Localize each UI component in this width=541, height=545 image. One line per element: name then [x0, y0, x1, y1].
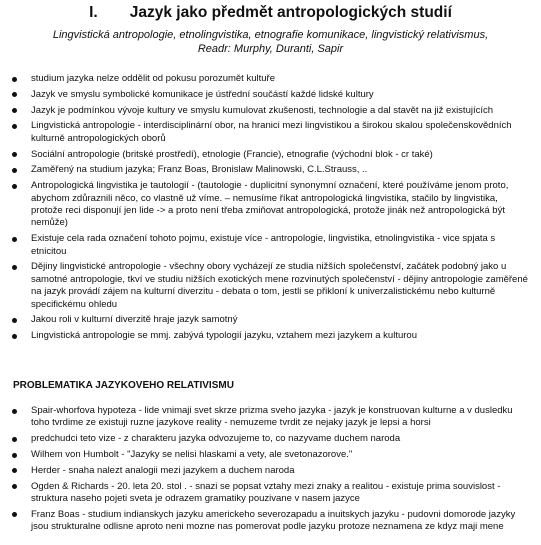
- subtitle-keywords: Lingvistická antropologie, etnolingvistika, etnografie komunikace, lingvistický relativismus,: [52, 29, 489, 41]
- section-heading: PROBLEMATIKA JAZYKOVEHO RELATIVISMU: [13, 380, 234, 391]
- list-item: [0, 120, 541, 145]
- subtitle-reader: Readr: Murphy, Duranti, Sapir: [197, 43, 344, 55]
- bullet-icon: [12, 409, 17, 414]
- bullet-icon: [12, 484, 17, 489]
- bullet-icon: [12, 108, 17, 113]
- list-item: [0, 105, 541, 117]
- bullet-icon: [12, 468, 17, 473]
- list-item: [0, 330, 541, 342]
- bullet-icon: [12, 437, 17, 442]
- list-item: [0, 509, 541, 534]
- bullet-icon: [12, 92, 17, 97]
- list-item-text: Lingvistická antropologie se mmj. zabývá typologií jazyku, vztahem mezi jazykem a kulturou: [31, 330, 417, 342]
- list-item: [0, 149, 541, 161]
- list-item: [0, 261, 541, 311]
- list-item-text: Herder - snaha nalezt analogii mezi jazykem a duchem naroda: [31, 464, 295, 476]
- list-item-text: predchudci teto vize - z charakteru jazyka odvozujeme to, co nazyvame duchem naroda: [31, 433, 401, 445]
- list-item: [0, 433, 541, 445]
- list-item: [0, 89, 541, 101]
- list-item: [0, 314, 541, 326]
- bullet-list-intro: [0, 73, 541, 346]
- bullet-icon: [12, 265, 17, 270]
- list-item: [0, 449, 541, 461]
- bullet-list-relativism: [0, 405, 541, 537]
- list-item: [0, 180, 541, 230]
- list-item-text: Jazyk je podmínkou vývoje kultury ve smyslu kumulovat zkušenosti, technologie a dal stavět na již existujících: [31, 104, 494, 116]
- list-item-text: Ogden & Richards - 20. leta 20. stol . - snazi se popsat vztahy mezi znaky a realitou - existuje prima souvislost - struktura naseho pojeti sveta je odrazem gramatiky pouzivane v nasem jazyce: [31, 480, 501, 504]
- bullet-icon: [12, 334, 17, 339]
- list-item-text: Sociální antropologie (britské prostředí), etnologie (Francie), etnografie (východní blok - cr také): [31, 148, 433, 160]
- list-item: [0, 164, 541, 176]
- bullet-icon: [12, 124, 17, 129]
- list-item-text: Zaměřený na studium jazyka; Franz Boas, Bronislaw Malinowski, C.L.Strauss, ..: [31, 164, 368, 176]
- bullet-icon: [12, 453, 17, 458]
- bullet-icon: [12, 318, 17, 323]
- list-item-text: studium jazyka nelze oddělit od pokusu porozumět kultuře: [31, 73, 275, 84]
- list-item-text: Franz Boas - studium indianskych jazyku americkeho severozapadu a inuitskych jazyku - pudovni domorode jazyky jsou strukturalne odlisne aproto neni mozne nas pomerovat podle jazyku protoze neznamena ze kdyz maji mene: [31, 508, 516, 533]
- list-item: [0, 465, 541, 477]
- list-item-text: Dějiny lingvistické antropologie - všechny obory vycházejí ze studia nižších společenství, začátek podobný jako u samotné antropologie, tkví ve studiu nižších exotických mene rozvinutých společenství - dějiny antropologie zaměřené na jazyk provádí zájem na kulturní diverzitu - debata o tom, jestli se přikloní k univerzalistickému nebo kulturně specifickému ohledu: [31, 261, 528, 310]
- list-item-text: Jakou roli v kulturní diverzitě hraje jazyk samotný: [31, 314, 238, 326]
- chapter-number: I.: [89, 4, 98, 21]
- bullet-icon: [12, 184, 17, 189]
- list-item-text: Spair-whorfova hypoteza - lide vnimaji svet skrze prizma sveho jazyka - jazyk je konstruovan kulturne a v dusledku toho tvrdime ze existuji ruzne jazykove reality - nemuzeme tvrdit ze nejaky jazyk je lepsi a horsi: [31, 405, 513, 429]
- list-item-text: Wilhem von Humbolt - "Jazyky se nelisi hlaskami a vety, ale svetonazorove.": [31, 449, 353, 460]
- bullet-icon: [12, 237, 17, 242]
- list-item: [0, 233, 541, 258]
- bullet-icon: [12, 512, 17, 517]
- list-item-text: Existuje cela rada označení tohoto pojmu, existuje více - antropologie, lingvistika, etnolingvistika - vice spjata s etnicitou: [31, 233, 496, 257]
- list-item: [0, 405, 541, 430]
- list-item: [0, 481, 541, 506]
- list-item: [0, 73, 541, 85]
- bullet-icon: [12, 168, 17, 173]
- list-item-text: Lingvistická antropologie - interdisciplinární obor, na hranici mezi lingvistikou a širokou skalou společenskovědních kulturně antropologických oborů: [31, 120, 512, 144]
- bullet-icon: [12, 77, 17, 82]
- list-item-text: Antropologická lingvistika je tautologií - (tautologie - duplicitní synonymní označení, které používáme jenom proto, abychom zdůraznili něco, co vlastně už víme. – nemusíme říkat antropologická lingvistika, stačilo by lingvistika, protože reci disponují jen lide -> a proto není třeba zmiňovat antropologická, protože jinák než antropologická být nemůže): [31, 180, 509, 229]
- chapter-heading: [0, 3, 541, 23]
- list-item-text: Jazyk ve smyslu symbolické komunikace je ústřední součástí každé lidské kultury: [31, 88, 374, 100]
- bullet-icon: [12, 152, 17, 157]
- chapter-title: Jazyk jako předmět antropologických studií: [129, 4, 452, 21]
